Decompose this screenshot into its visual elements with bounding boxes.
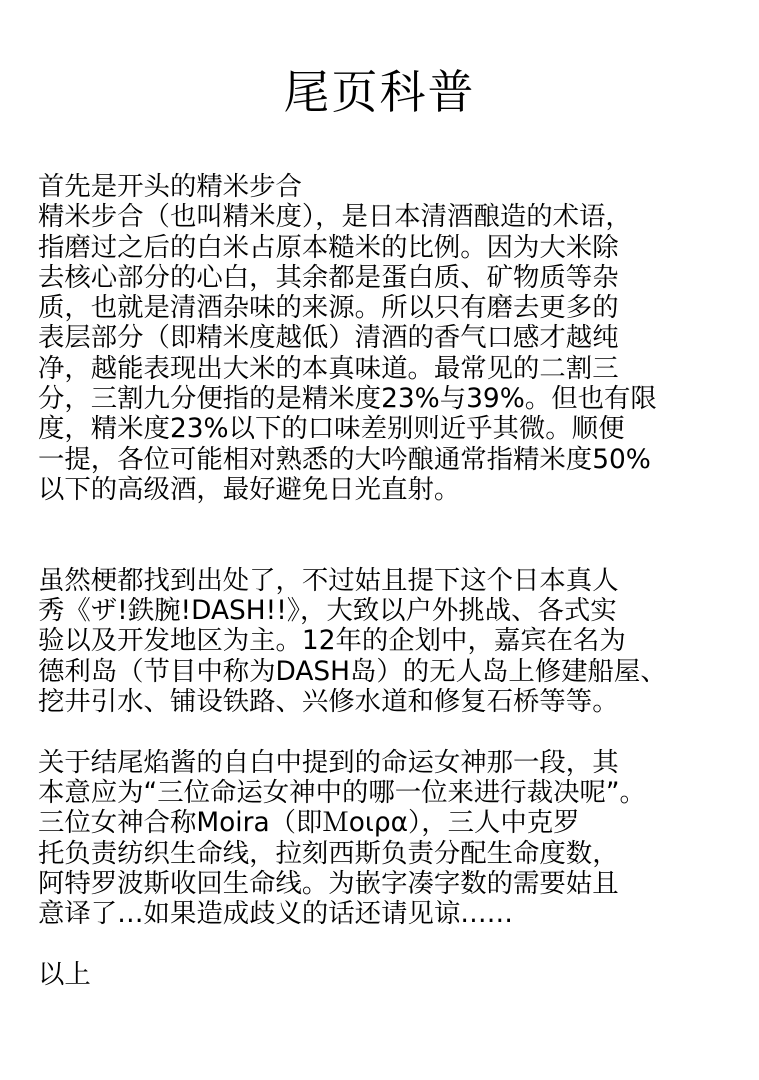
- text-line: 精米步合（也叫精米度），是日本清酒酿造的术语，: [38, 201, 632, 233]
- text-line: 指磨过之后的白米占原本糙米的比例。因为大米除: [38, 231, 619, 263]
- text-line: 虽然梗都找到出处了，不过姑且提下这个日本真人: [38, 564, 619, 596]
- text-line: 以上: [38, 958, 91, 990]
- text-line: 本意应为“三位命运女神中的哪一位来进行裁决呢”。: [38, 776, 646, 808]
- text-line: 去核心部分的心白，其余都是蛋白质、矿物质等杂: [38, 261, 619, 293]
- article-body: [38, 172, 753, 990]
- text-line: 验以及开发地区为主。12年的企划中，嘉宾在名为: [38, 625, 626, 657]
- text-line: 以下的高级酒，最好避免日光直射。: [38, 473, 461, 505]
- text-line: 表层部分（即精米度越低）清酒的香气口感才越纯: [38, 322, 619, 354]
- paragraph-dash-show: [38, 566, 753, 717]
- text-line: 挖井引水、铺设铁路、兴修水道和修复石桥等等。: [38, 686, 619, 718]
- text-line: 净，越能表现出大米的本真味道。最常见的二割三: [38, 352, 619, 384]
- text-line: 阿特罗波斯收回生命线。为嵌字凑字数的需要姑且: [38, 867, 619, 899]
- text-line: 德利岛（节目中称为DASH岛）的无人岛上修建船屋、: [38, 655, 667, 687]
- text-line: 分，三割九分便指的是精米度23%与39%。但也有限: [38, 383, 657, 415]
- paragraph-spacer: [38, 717, 753, 747]
- text-line: 秀《ザ!鉄腕!DASH!!》，大致以户外挑战、各式实: [38, 595, 617, 627]
- paragraph-closing: [38, 960, 753, 990]
- text-line: 托负责纺织生命线，拉刻西斯负责分配生命度数，: [38, 837, 619, 869]
- text-line: 度，精米度23%以下的口味差别则近乎其微。顺便: [38, 413, 625, 445]
- text-line: 一提，各位可能相对熟悉的大吟酿通常指精米度50%: [38, 443, 651, 475]
- text-line: 三位女神合称Moira（即Ｍοιρα），三人中克罗: [38, 807, 580, 839]
- text-line: 首先是开头的精米步合: [38, 171, 302, 202]
- text-line: 关于结尾焰酱的自白中提到的命运女神那一段，其: [38, 746, 619, 778]
- paragraph-spacer: [38, 929, 753, 959]
- page-title: 尾页科普: [283, 65, 476, 119]
- paragraph-moira: [38, 748, 753, 930]
- paragraph-spacer: [38, 536, 753, 566]
- paragraph-spacer: [38, 505, 753, 535]
- text-line: 意译了…如果造成歧义的话还请见谅……: [38, 898, 514, 930]
- paragraph-sake-polishing: [38, 172, 753, 505]
- text-line: 质，也就是清酒杂味的来源。所以只有磨去更多的: [38, 292, 619, 324]
